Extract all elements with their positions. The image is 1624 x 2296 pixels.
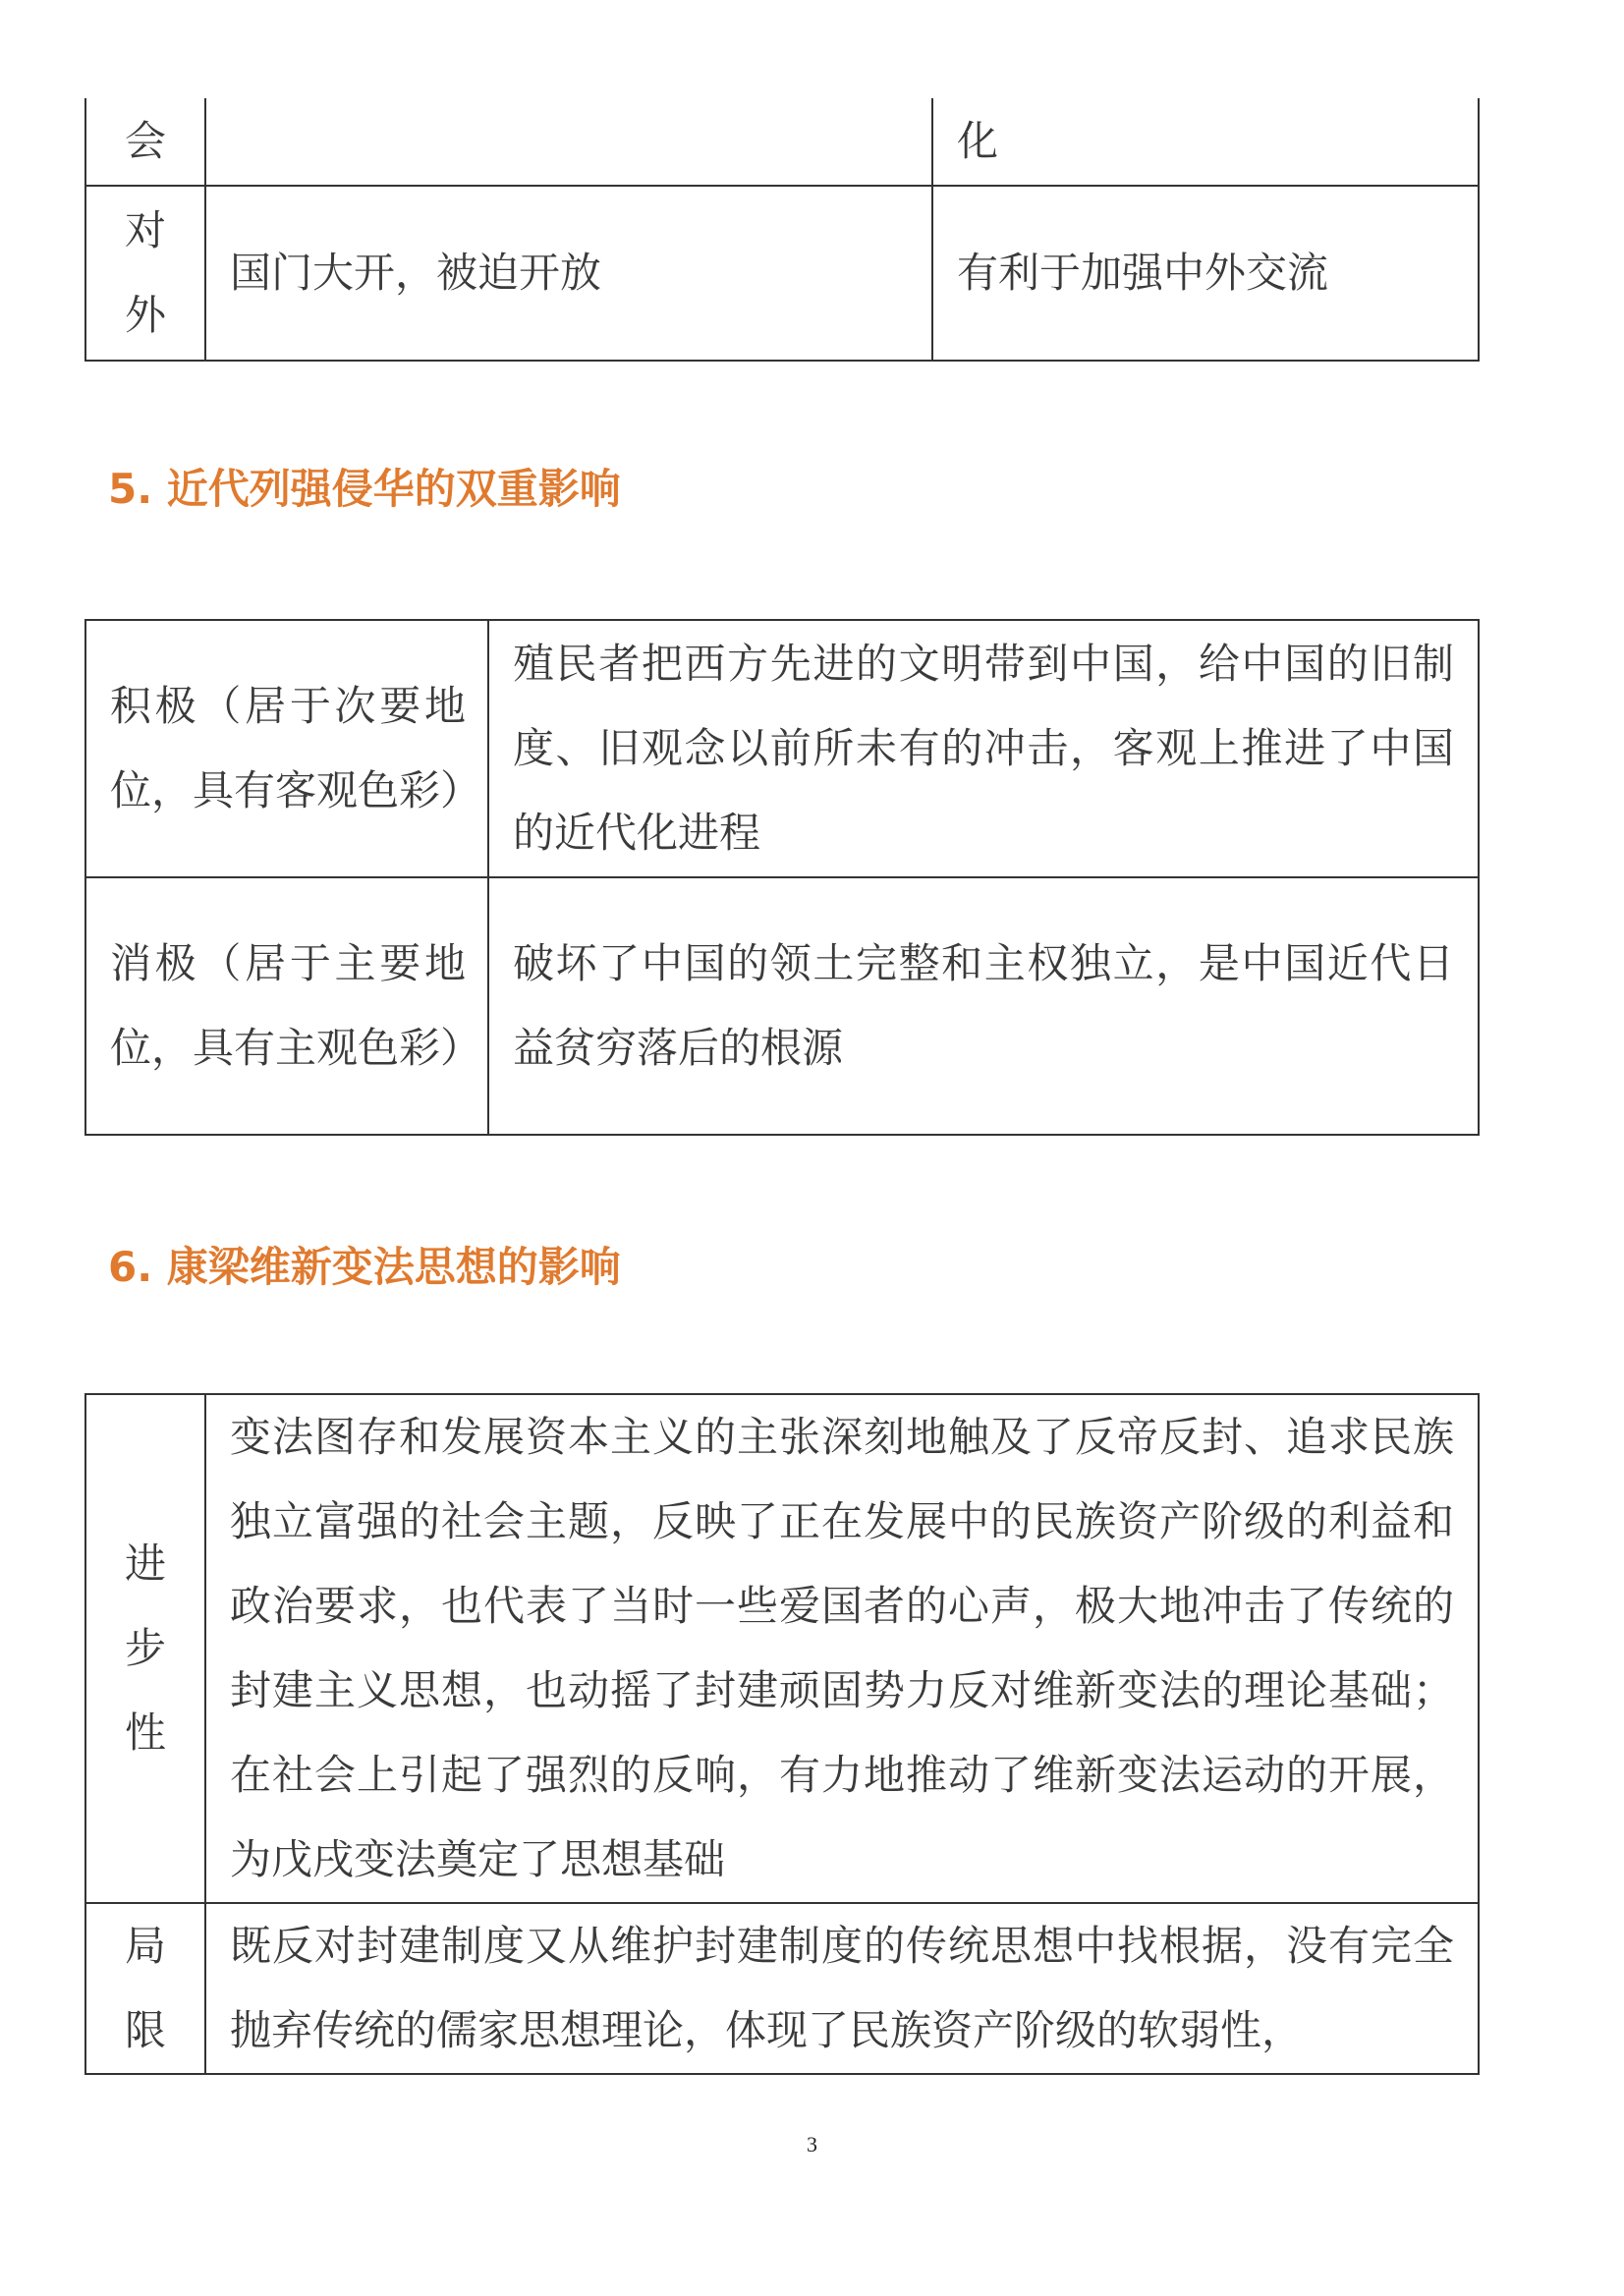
row-content bbox=[205, 98, 932, 186]
table-row bbox=[85, 186, 1479, 361]
row-content: 既反对封建制度又从维护封建制度的传统思想中找根据，没有完全抛弃传统的儒家思想理论，体现了民族资产阶级的软弱性， bbox=[205, 1903, 1479, 2074]
row-label: 会 bbox=[85, 98, 205, 186]
table-row bbox=[85, 877, 1479, 1135]
row-label: 进 步 性 bbox=[85, 1394, 205, 1903]
table-row bbox=[85, 98, 1479, 186]
row-content: 有利于加强中外交流 bbox=[932, 186, 1479, 361]
row-label: 局 限 bbox=[85, 1903, 205, 2074]
row-label: 积极（居于次要地位，具有客观色彩） bbox=[85, 620, 488, 877]
dual-impact-table bbox=[84, 619, 1480, 1136]
row-content: 化 bbox=[932, 98, 1479, 186]
row-content: 变法图存和发展资本主义的主张深刻地触及了反帝反封、追求民族独立富强的社会主题，反映了正在发展中的民族资产阶级的利益和政治要求，也代表了当时一些爱国者的心声，极大地冲击了传统的封建主义思想，也动摇了封建顽固势力反对维新变法的理论基础；在社会上引起了强烈的反响，有力地推动了维新变法运动的开展，为戊戌变法奠定了思想基础 bbox=[205, 1394, 1479, 1903]
row-content: 国门大开，被迫开放 bbox=[205, 186, 932, 361]
table-row bbox=[85, 1903, 1479, 2074]
page-number: 3 bbox=[807, 2132, 817, 2156]
reform-thought-table bbox=[84, 1393, 1480, 2075]
section-6-heading: 6. 康梁维新变法思想的影响 bbox=[108, 1243, 621, 1291]
social-impact-table-continued bbox=[84, 98, 1480, 362]
row-content: 殖民者把西方先进的文明带到中国，给中国的旧制度、旧观念以前所未有的冲击，客观上推进了中国的近代化进程 bbox=[488, 620, 1479, 877]
table-row bbox=[85, 620, 1479, 877]
row-content: 破坏了中国的领土完整和主权独立，是中国近代日益贫穷落后的根源 bbox=[488, 877, 1479, 1135]
row-label: 消极（居于主要地位，具有主观色彩） bbox=[85, 877, 488, 1135]
section-5-heading: 5. 近代列强侵华的双重影响 bbox=[108, 465, 621, 513]
table-row bbox=[85, 1394, 1479, 1903]
row-label: 对 外 bbox=[85, 186, 205, 361]
